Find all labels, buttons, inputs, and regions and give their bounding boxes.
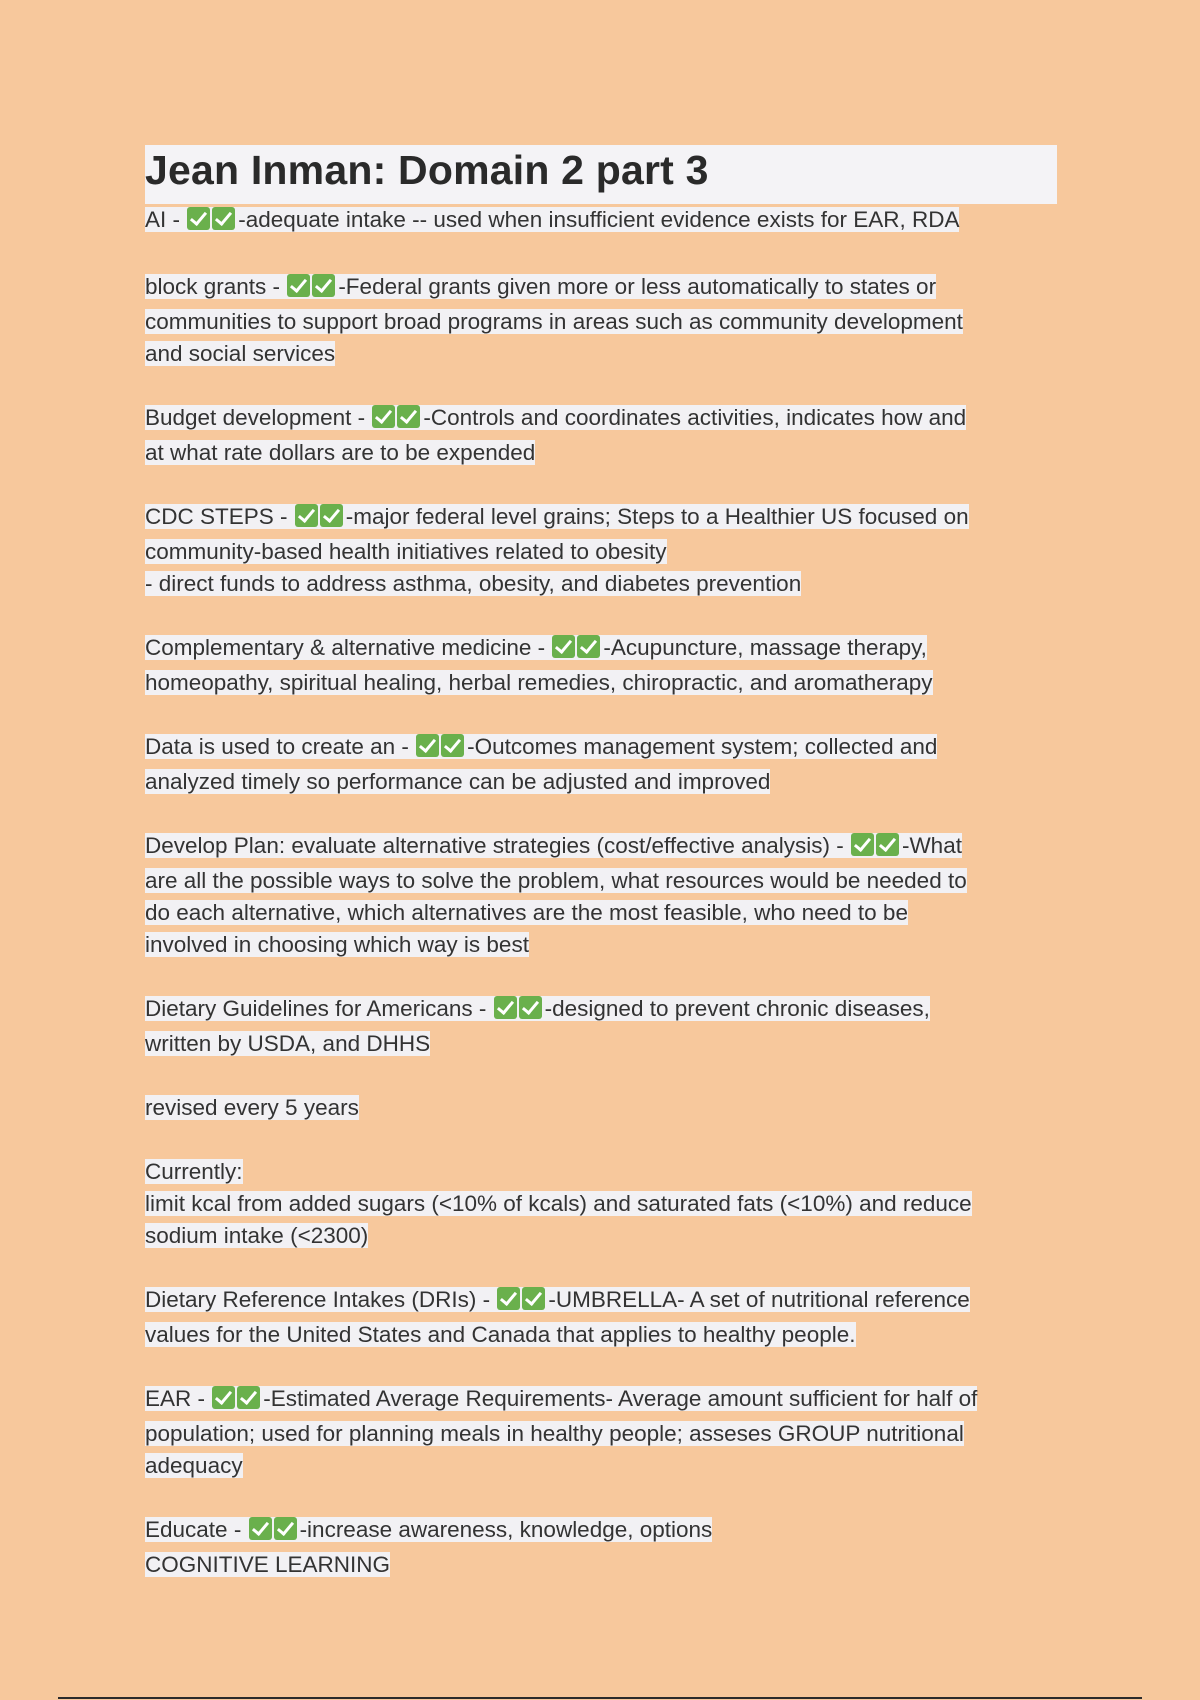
entry-continuation-text: do each alternative, which alternatives are the most feasible, who need to be bbox=[145, 900, 908, 926]
entry-definition: -Federal grants given more or less automatically to states or bbox=[338, 274, 937, 300]
entry-highlight bbox=[145, 734, 937, 759]
note-paragraph bbox=[145, 1156, 1065, 1252]
entry-continuation-line bbox=[145, 1549, 1065, 1581]
entry-continuation-line bbox=[145, 1450, 1065, 1482]
document-page bbox=[145, 145, 1065, 1613]
entry-term: Dietary Reference Intakes (DRIs) - bbox=[145, 1287, 497, 1313]
note-text: revised every 5 years bbox=[145, 1095, 359, 1121]
entry-term: Dietary Guidelines for Americans - bbox=[145, 996, 493, 1022]
entry bbox=[145, 1383, 1065, 1482]
entry-highlight bbox=[145, 405, 966, 430]
entry-continuation-line bbox=[145, 766, 1065, 798]
entry-definition: -Outcomes management system; collected and bbox=[467, 734, 938, 760]
entry-first-line bbox=[145, 632, 1065, 667]
check-icons bbox=[187, 207, 237, 239]
entry bbox=[145, 1284, 1065, 1351]
check-mark-icon bbox=[851, 833, 874, 856]
entry-definition: -Acupuncture, massage therapy, bbox=[603, 635, 927, 661]
entry-first-line bbox=[145, 1383, 1065, 1418]
entry-continuation-line bbox=[145, 338, 1065, 370]
entry-continuation-text: - direct funds to address asthma, obesity, and diabetes prevention bbox=[145, 571, 802, 597]
entry-term: Educate - bbox=[145, 1517, 248, 1543]
check-mark-icon bbox=[441, 734, 464, 757]
check-icons bbox=[287, 274, 337, 306]
check-mark-icon bbox=[320, 504, 343, 527]
entry-highlight bbox=[145, 635, 927, 660]
entry-continuation-text: values for the United States and Canada that applies to healthy people. bbox=[145, 1322, 856, 1348]
check-mark-icon bbox=[212, 1386, 235, 1409]
entry-highlight bbox=[145, 1287, 970, 1312]
entry-first-line bbox=[145, 402, 1065, 437]
check-mark-icon bbox=[237, 1386, 260, 1409]
entry-term: CDC STEPS - bbox=[145, 504, 294, 530]
entry-term: Data is used to create an - bbox=[145, 734, 416, 760]
note-line bbox=[145, 1220, 1065, 1252]
check-mark-icon bbox=[274, 1517, 297, 1540]
entry-continuation-line bbox=[145, 437, 1065, 469]
entry-first-line bbox=[145, 1284, 1065, 1319]
entry-continuation-line bbox=[145, 1319, 1065, 1351]
entry-highlight bbox=[145, 1517, 712, 1542]
check-mark-icon bbox=[876, 833, 899, 856]
entry-definition: -major federal level grains; Steps to a Healthier US focused on bbox=[345, 504, 969, 530]
entry-continuation-text: and social services bbox=[145, 341, 336, 367]
entry-continuation-line bbox=[145, 667, 1065, 699]
check-mark-icon bbox=[519, 996, 542, 1019]
document-title: Jean Inman: Domain 2 part 3 bbox=[145, 145, 1057, 204]
entry bbox=[145, 501, 1065, 600]
entry-continuation-line bbox=[145, 306, 1065, 338]
entry-first-line bbox=[145, 1514, 1065, 1549]
check-mark-icon bbox=[249, 1517, 272, 1540]
entry-term: Complementary & alternative medicine - bbox=[145, 635, 552, 661]
entry-continuation-text: COGNITIVE LEARNING bbox=[145, 1552, 391, 1578]
check-mark-icon bbox=[287, 274, 310, 297]
entry-term: block grants - bbox=[145, 274, 287, 300]
entries-list bbox=[145, 204, 1065, 1581]
entry-highlight bbox=[145, 1386, 977, 1411]
check-icons bbox=[851, 833, 901, 865]
entry-continuation-line bbox=[145, 929, 1065, 961]
check-icons bbox=[372, 405, 422, 437]
entry-first-line bbox=[145, 830, 1065, 865]
check-mark-icon bbox=[372, 405, 395, 428]
entry-continuation-text: population; used for planning meals in healthy people; asseses GROUP nutritional bbox=[145, 1421, 964, 1447]
entry-highlight bbox=[145, 207, 959, 232]
entry-definition: -adequate intake -- used when insufficient evidence exists for EAR, RDA bbox=[238, 207, 960, 233]
entry-term: EAR - bbox=[145, 1386, 212, 1412]
entry bbox=[145, 402, 1065, 469]
entry bbox=[145, 993, 1065, 1060]
entry-first-line bbox=[145, 501, 1065, 536]
entry bbox=[145, 830, 1065, 961]
entry-first-line bbox=[145, 993, 1065, 1028]
entry-continuation-line bbox=[145, 1418, 1065, 1450]
entry-continuation-text: written by USDA, and DHHS bbox=[145, 1031, 431, 1057]
note-line bbox=[145, 1156, 1065, 1188]
entry-continuation-text: involved in choosing which way is best bbox=[145, 932, 529, 958]
entry-definition: -increase awareness, knowledge, options bbox=[299, 1517, 713, 1543]
check-mark-icon bbox=[497, 1287, 520, 1310]
entry-highlight bbox=[145, 833, 962, 858]
note-text: sodium intake (<2300) bbox=[145, 1223, 369, 1249]
check-mark-icon bbox=[494, 996, 517, 1019]
check-icons bbox=[295, 504, 345, 536]
check-icons bbox=[497, 1287, 547, 1319]
entry-definition: -UMBRELLA- A set of nutritional reference bbox=[548, 1287, 970, 1313]
check-mark-icon bbox=[187, 207, 210, 230]
check-mark-icon bbox=[552, 635, 575, 658]
entry-first-line bbox=[145, 204, 1065, 239]
entry-term: Budget development - bbox=[145, 405, 372, 431]
check-icons bbox=[552, 635, 602, 667]
entry-continuation-text: are all the possible ways to solve the problem, what resources would be needed to bbox=[145, 868, 967, 894]
entry-term: Develop Plan: evaluate alternative strategies (cost/effective analysis) - bbox=[145, 833, 850, 859]
check-mark-icon bbox=[312, 274, 335, 297]
entry-highlight bbox=[145, 996, 930, 1021]
entry bbox=[145, 1514, 1065, 1581]
check-mark-icon bbox=[416, 734, 439, 757]
entry bbox=[145, 271, 1065, 370]
entry bbox=[145, 632, 1065, 699]
entry-continuation-text: communities to support broad programs in areas such as community development bbox=[145, 309, 963, 335]
check-mark-icon bbox=[577, 635, 600, 658]
note-text: limit kcal from added sugars (<10% of kcals) and saturated fats (<10%) and reduce bbox=[145, 1191, 972, 1217]
check-mark-icon bbox=[397, 405, 420, 428]
check-icons bbox=[494, 996, 544, 1028]
entry-continuation-line bbox=[145, 865, 1065, 897]
entry-continuation-text: analyzed timely so performance can be adjusted and improved bbox=[145, 769, 771, 795]
entry-continuation-text: community-based health initiatives related to obesity bbox=[145, 539, 667, 565]
entry bbox=[145, 204, 1065, 239]
note-paragraph bbox=[145, 1092, 1065, 1124]
entry-first-line bbox=[145, 731, 1065, 766]
entry-term: AI - bbox=[145, 207, 187, 233]
note-line bbox=[145, 1188, 1065, 1220]
check-icons bbox=[249, 1517, 299, 1549]
entry-continuation-line bbox=[145, 568, 1065, 600]
entry-continuation-text: homeopathy, spiritual healing, herbal remedies, chiropractic, and aromatherapy bbox=[145, 670, 933, 696]
check-icons bbox=[416, 734, 466, 766]
entry-definition: -Controls and coordinates activities, indicates how and bbox=[423, 405, 967, 431]
check-mark-icon bbox=[295, 504, 318, 527]
entry bbox=[145, 731, 1065, 798]
entry-highlight bbox=[145, 274, 936, 299]
entry-continuation-line bbox=[145, 897, 1065, 929]
page-bottom-rule bbox=[58, 1697, 1142, 1699]
entry-first-line bbox=[145, 271, 1065, 306]
note-text: Currently: bbox=[145, 1159, 243, 1185]
entry-continuation-line bbox=[145, 536, 1065, 568]
note-line bbox=[145, 1092, 1065, 1124]
entry-definition: -designed to prevent chronic diseases, bbox=[544, 996, 930, 1022]
entry-definition: -Estimated Average Requirements- Average amount sufficient for half of bbox=[263, 1386, 978, 1412]
check-mark-icon bbox=[212, 207, 235, 230]
check-icons bbox=[212, 1386, 262, 1418]
entry-continuation-line bbox=[145, 1028, 1065, 1060]
check-mark-icon bbox=[522, 1287, 545, 1310]
entry-definition: -What bbox=[901, 833, 962, 859]
entry-highlight bbox=[145, 504, 969, 529]
entry-continuation-text: adequacy bbox=[145, 1453, 243, 1479]
entry-continuation-text: at what rate dollars are to be expended bbox=[145, 440, 536, 466]
